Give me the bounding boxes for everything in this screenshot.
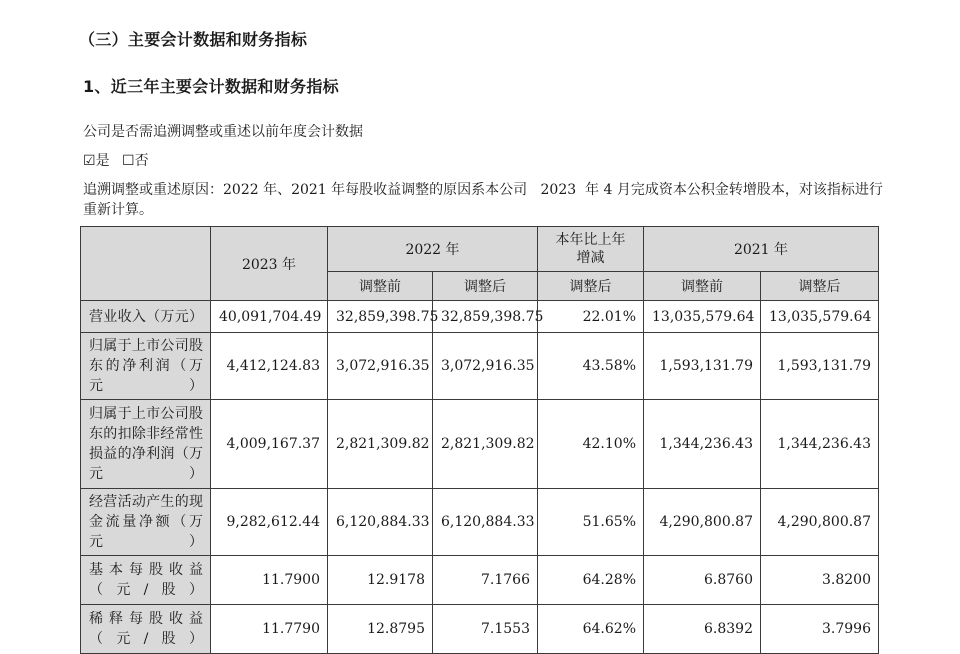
cell-2023: 11.7790 [211, 605, 328, 654]
row-label: 归属于上市公司股东的扣除非经常性损益的净利润（万元） [81, 400, 211, 489]
option-no-label: 否 [134, 153, 149, 169]
cell-2023: 4,009,167.37 [211, 400, 328, 489]
cell-2022-before: 12.9178 [328, 556, 433, 605]
cell-2022-after: 32,859,398.75 [433, 301, 538, 333]
table-row [81, 556, 879, 605]
cell-2021-after: 13,035,579.64 [761, 301, 879, 333]
cell-2022-after: 6,120,884.33 [433, 489, 538, 556]
header-change-after: 调整后 [538, 272, 644, 301]
table-row [81, 489, 879, 556]
header-row-top [81, 227, 879, 272]
table-row [81, 333, 879, 400]
financial-indicators-table [80, 226, 879, 654]
checkbox-checked-icon[interactable]: ☑ [83, 153, 96, 169]
cell-2023: 9,282,612.44 [211, 489, 328, 556]
row-label: 稀释每股收益（元/股） [81, 605, 211, 654]
cell-2021-before: 4,290,800.87 [644, 489, 761, 556]
cell-change: 42.10% [538, 400, 644, 489]
restatement-question: 公司是否需追溯调整或重述以前年度会计数据 [83, 124, 363, 140]
cell-2023: 40,091,704.49 [211, 301, 328, 333]
cell-2022-before: 6,120,884.33 [328, 489, 433, 556]
cell-2021-before: 1,593,131.79 [644, 333, 761, 400]
cell-2022-after: 2,821,309.82 [433, 400, 538, 489]
cell-2021-before: 6.8760 [644, 556, 761, 605]
cell-2022-after: 3,072,916.35 [433, 333, 538, 400]
cell-change: 51.65% [538, 489, 644, 556]
cell-2023: 11.7900 [211, 556, 328, 605]
row-label: 营业收入（万元） [81, 301, 211, 333]
header-2022: 2022 年 [328, 227, 538, 272]
restatement-reason: 追溯调整或重述原因：2022 年、2021 年每股收益调整的原因系本公司 2023 年 4 月完成资本公积金转增股本，对该指标进行重新计算。 [83, 182, 883, 218]
cell-2022-before: 32,859,398.75 [328, 301, 433, 333]
header-2023: 2023 年 [211, 227, 328, 301]
cell-2021-after: 3.8200 [761, 556, 879, 605]
checkbox-unchecked-icon[interactable]: ☐ [122, 153, 135, 169]
subsection-title: 1、近三年主要会计数据和财务指标 [83, 77, 339, 96]
cell-change: 22.01% [538, 301, 644, 333]
header-2022-before: 调整前 [328, 272, 433, 301]
cell-2022-before: 3,072,916.35 [328, 333, 433, 400]
cell-2021-after: 4,290,800.87 [761, 489, 879, 556]
cell-2021-after: 3.7996 [761, 605, 879, 654]
header-yoy-change: 本年比上年增减 [538, 227, 644, 272]
row-label: 基本每股收益（元/股） [81, 556, 211, 605]
cell-2021-after: 1,344,236.43 [761, 400, 879, 489]
cell-2021-before: 13,035,579.64 [644, 301, 761, 333]
cell-2022-after: 7.1766 [433, 556, 538, 605]
table-row [81, 301, 879, 333]
table-row [81, 605, 879, 654]
cell-2021-after: 1,593,131.79 [761, 333, 879, 400]
cell-2021-before: 1,344,236.43 [644, 400, 761, 489]
cell-2022-before: 12.8795 [328, 605, 433, 654]
cell-2021-before: 6.8392 [644, 605, 761, 654]
header-2021-after: 调整后 [761, 272, 879, 301]
row-label: 归属于上市公司股东的净利润（万元） [81, 333, 211, 400]
cell-change: 64.62% [538, 605, 644, 654]
cell-change: 64.28% [538, 556, 644, 605]
option-yes-label: 是 [95, 153, 110, 169]
section-title: （三）主要会计数据和财务指标 [79, 30, 308, 49]
cell-change: 43.58% [538, 333, 644, 400]
cell-2023: 4,412,124.83 [211, 333, 328, 400]
cell-2022-before: 2,821,309.82 [328, 400, 433, 489]
restatement-options [83, 151, 149, 171]
table-row [81, 400, 879, 489]
header-2021: 2021 年 [644, 227, 879, 272]
header-2022-after: 调整后 [433, 272, 538, 301]
header-item-blank [81, 227, 211, 301]
row-label: 经营活动产生的现金流量净额（万元） [81, 489, 211, 556]
cell-2022-after: 7.1553 [433, 605, 538, 654]
header-2021-before: 调整前 [644, 272, 761, 301]
